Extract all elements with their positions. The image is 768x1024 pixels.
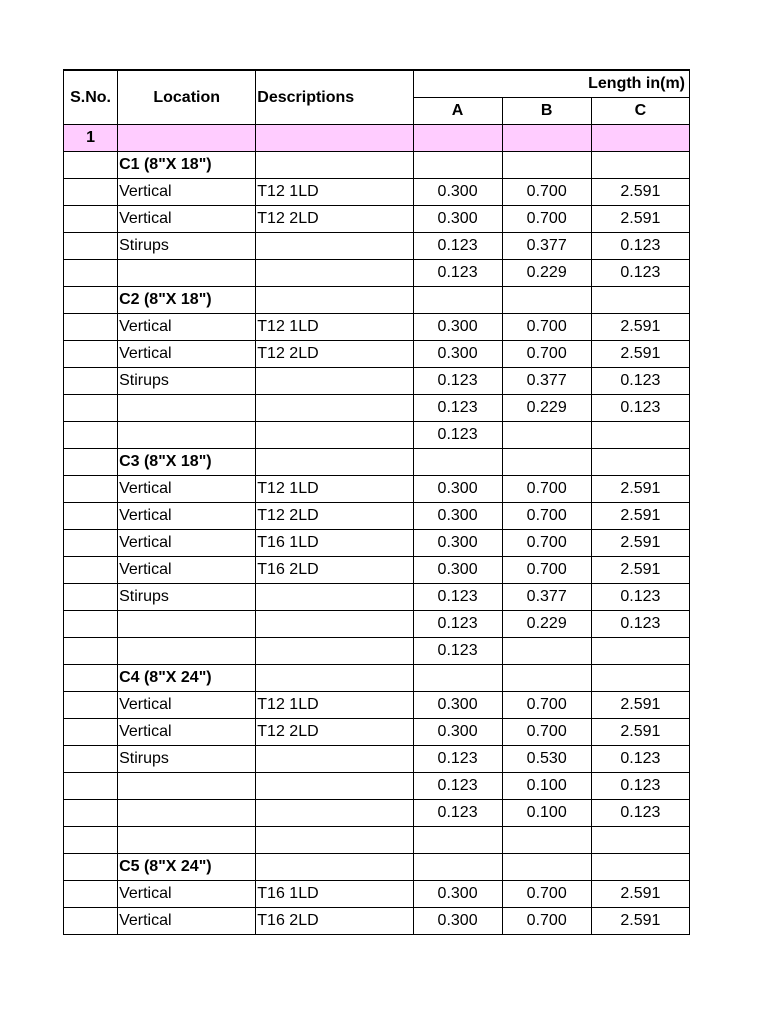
description-cell bbox=[256, 395, 413, 422]
length-b-cell: 0.100 bbox=[502, 800, 591, 827]
table-row bbox=[64, 152, 690, 179]
table-row bbox=[64, 773, 690, 800]
length-b-cell: 0.700 bbox=[502, 908, 591, 935]
table-row bbox=[64, 233, 690, 260]
length-b-cell: 0.229 bbox=[502, 395, 591, 422]
table-row bbox=[64, 368, 690, 395]
table-row bbox=[64, 692, 690, 719]
length-b-cell bbox=[502, 422, 591, 449]
description-cell: T16 2LD bbox=[256, 908, 413, 935]
sno-cell bbox=[64, 179, 118, 206]
header-length: Length in(m) bbox=[413, 70, 689, 98]
length-c-cell bbox=[591, 449, 689, 476]
location-cell: Stirups bbox=[118, 233, 256, 260]
sno-cell bbox=[64, 692, 118, 719]
description-cell: T12 2LD bbox=[256, 341, 413, 368]
length-a-cell: 0.300 bbox=[413, 179, 502, 206]
length-a-cell: 0.123 bbox=[413, 773, 502, 800]
length-b-cell: 0.377 bbox=[502, 368, 591, 395]
length-b-cell: 0.229 bbox=[502, 260, 591, 287]
section-cell bbox=[118, 125, 256, 152]
length-b-cell: 0.700 bbox=[502, 557, 591, 584]
length-b-cell: 0.700 bbox=[502, 881, 591, 908]
description-cell bbox=[256, 773, 413, 800]
length-c-cell: 2.591 bbox=[591, 719, 689, 746]
table-row bbox=[64, 260, 690, 287]
length-c-cell: 2.591 bbox=[591, 476, 689, 503]
location-cell: C5 (8"X 24") bbox=[118, 854, 256, 881]
length-b-cell: 0.530 bbox=[502, 746, 591, 773]
sno-cell bbox=[64, 719, 118, 746]
length-a-cell: 0.123 bbox=[413, 800, 502, 827]
sno-cell bbox=[64, 746, 118, 773]
length-a-cell: 0.300 bbox=[413, 314, 502, 341]
header-descriptions: Descriptions bbox=[256, 70, 413, 125]
table-row bbox=[64, 179, 690, 206]
section-cell bbox=[413, 125, 502, 152]
table-row bbox=[64, 908, 690, 935]
sno-cell bbox=[64, 638, 118, 665]
description-cell bbox=[256, 665, 413, 692]
table-row bbox=[64, 314, 690, 341]
description-cell bbox=[256, 449, 413, 476]
length-a-cell bbox=[413, 854, 502, 881]
length-c-cell bbox=[591, 665, 689, 692]
location-cell bbox=[118, 395, 256, 422]
length-a-cell bbox=[413, 665, 502, 692]
length-a-cell: 0.300 bbox=[413, 206, 502, 233]
location-cell: Vertical bbox=[118, 530, 256, 557]
length-b-cell bbox=[502, 287, 591, 314]
location-cell bbox=[118, 827, 256, 854]
location-cell bbox=[118, 773, 256, 800]
length-a-cell: 0.300 bbox=[413, 881, 502, 908]
length-b-cell: 0.100 bbox=[502, 773, 591, 800]
length-b-cell bbox=[502, 665, 591, 692]
length-b-cell: 0.229 bbox=[502, 611, 591, 638]
sno-cell bbox=[64, 395, 118, 422]
location-cell: Vertical bbox=[118, 476, 256, 503]
length-c-cell bbox=[591, 827, 689, 854]
location-cell: Vertical bbox=[118, 206, 256, 233]
section-number: 1 bbox=[64, 125, 118, 152]
length-c-cell: 0.123 bbox=[591, 584, 689, 611]
length-c-cell: 0.123 bbox=[591, 800, 689, 827]
length-a-cell: 0.123 bbox=[413, 422, 502, 449]
length-c-cell: 0.123 bbox=[591, 368, 689, 395]
location-cell bbox=[118, 638, 256, 665]
description-cell bbox=[256, 827, 413, 854]
location-cell: Stirups bbox=[118, 584, 256, 611]
length-b-cell: 0.700 bbox=[502, 179, 591, 206]
header-location: Location bbox=[118, 70, 256, 125]
length-c-cell: 2.591 bbox=[591, 503, 689, 530]
sno-cell bbox=[64, 503, 118, 530]
header-sno: S.No. bbox=[64, 70, 118, 125]
location-cell: C4 (8"X 24") bbox=[118, 665, 256, 692]
table-row bbox=[64, 530, 690, 557]
length-a-cell bbox=[413, 152, 502, 179]
location-cell bbox=[118, 611, 256, 638]
length-b-cell: 0.700 bbox=[502, 719, 591, 746]
length-c-cell: 0.123 bbox=[591, 746, 689, 773]
section-row bbox=[64, 125, 690, 152]
table-row bbox=[64, 854, 690, 881]
section-cell bbox=[591, 125, 689, 152]
length-b-cell: 0.700 bbox=[502, 530, 591, 557]
length-c-cell bbox=[591, 854, 689, 881]
sno-cell bbox=[64, 773, 118, 800]
table-row bbox=[64, 287, 690, 314]
length-c-cell: 2.591 bbox=[591, 530, 689, 557]
length-c-cell: 2.591 bbox=[591, 692, 689, 719]
sno-cell bbox=[64, 476, 118, 503]
sno-cell bbox=[64, 557, 118, 584]
description-cell bbox=[256, 854, 413, 881]
sno-cell bbox=[64, 665, 118, 692]
length-a-cell: 0.123 bbox=[413, 746, 502, 773]
description-cell: T12 1LD bbox=[256, 179, 413, 206]
description-cell bbox=[256, 233, 413, 260]
length-b-cell: 0.700 bbox=[502, 692, 591, 719]
description-cell bbox=[256, 800, 413, 827]
location-cell: C1 (8"X 18") bbox=[118, 152, 256, 179]
sno-cell bbox=[64, 800, 118, 827]
table-row bbox=[64, 557, 690, 584]
header-col-a: A bbox=[413, 98, 502, 125]
sno-cell bbox=[64, 233, 118, 260]
length-b-cell bbox=[502, 449, 591, 476]
sno-cell bbox=[64, 341, 118, 368]
sno-cell bbox=[64, 449, 118, 476]
sno-cell bbox=[64, 260, 118, 287]
sno-cell bbox=[64, 152, 118, 179]
length-c-cell bbox=[591, 638, 689, 665]
description-cell: T16 2LD bbox=[256, 557, 413, 584]
header-col-b: B bbox=[502, 98, 591, 125]
location-cell: Vertical bbox=[118, 692, 256, 719]
table-row bbox=[64, 206, 690, 233]
length-b-cell: 0.700 bbox=[502, 341, 591, 368]
table-row bbox=[64, 800, 690, 827]
section-cell bbox=[502, 125, 591, 152]
sno-cell bbox=[64, 854, 118, 881]
length-b-cell: 0.377 bbox=[502, 233, 591, 260]
table-row bbox=[64, 476, 690, 503]
length-b-cell bbox=[502, 638, 591, 665]
length-a-cell bbox=[413, 827, 502, 854]
description-cell bbox=[256, 611, 413, 638]
location-cell: Vertical bbox=[118, 503, 256, 530]
location-cell: Stirups bbox=[118, 746, 256, 773]
table-row bbox=[64, 449, 690, 476]
rebar-length-table bbox=[63, 69, 690, 935]
length-c-cell: 0.123 bbox=[591, 233, 689, 260]
length-c-cell: 0.123 bbox=[591, 773, 689, 800]
location-cell bbox=[118, 800, 256, 827]
table-row bbox=[64, 503, 690, 530]
spreadsheet bbox=[63, 69, 690, 935]
length-c-cell: 2.591 bbox=[591, 557, 689, 584]
length-c-cell: 2.591 bbox=[591, 881, 689, 908]
length-a-cell: 0.123 bbox=[413, 638, 502, 665]
description-cell bbox=[256, 260, 413, 287]
location-cell: C2 (8"X 18") bbox=[118, 287, 256, 314]
table-row bbox=[64, 611, 690, 638]
location-cell: C3 (8"X 18") bbox=[118, 449, 256, 476]
length-c-cell bbox=[591, 422, 689, 449]
location-cell bbox=[118, 422, 256, 449]
length-c-cell: 2.591 bbox=[591, 206, 689, 233]
length-a-cell bbox=[413, 449, 502, 476]
length-b-cell: 0.700 bbox=[502, 314, 591, 341]
length-a-cell: 0.300 bbox=[413, 692, 502, 719]
length-a-cell: 0.300 bbox=[413, 476, 502, 503]
length-a-cell: 0.300 bbox=[413, 530, 502, 557]
length-a-cell: 0.300 bbox=[413, 341, 502, 368]
sno-cell bbox=[64, 530, 118, 557]
length-b-cell: 0.700 bbox=[502, 503, 591, 530]
sno-cell bbox=[64, 314, 118, 341]
location-cell: Vertical bbox=[118, 719, 256, 746]
description-cell: T12 1LD bbox=[256, 692, 413, 719]
length-a-cell bbox=[413, 287, 502, 314]
table-row bbox=[64, 395, 690, 422]
table-row bbox=[64, 341, 690, 368]
table-row bbox=[64, 746, 690, 773]
sno-cell bbox=[64, 287, 118, 314]
table-row bbox=[64, 638, 690, 665]
table-row bbox=[64, 665, 690, 692]
location-cell: Stirups bbox=[118, 368, 256, 395]
length-a-cell: 0.123 bbox=[413, 260, 502, 287]
location-cell bbox=[118, 260, 256, 287]
length-a-cell: 0.300 bbox=[413, 557, 502, 584]
description-cell bbox=[256, 638, 413, 665]
sno-cell bbox=[64, 584, 118, 611]
header-col-c: C bbox=[591, 98, 689, 125]
location-cell: Vertical bbox=[118, 341, 256, 368]
description-cell: T12 2LD bbox=[256, 206, 413, 233]
length-c-cell: 2.591 bbox=[591, 314, 689, 341]
length-b-cell bbox=[502, 827, 591, 854]
sno-cell bbox=[64, 827, 118, 854]
location-cell: Vertical bbox=[118, 908, 256, 935]
length-c-cell: 0.123 bbox=[591, 260, 689, 287]
sno-cell bbox=[64, 611, 118, 638]
length-c-cell: 0.123 bbox=[591, 611, 689, 638]
description-cell bbox=[256, 152, 413, 179]
sno-cell bbox=[64, 368, 118, 395]
description-cell: T12 1LD bbox=[256, 476, 413, 503]
location-cell: Vertical bbox=[118, 881, 256, 908]
description-cell bbox=[256, 287, 413, 314]
section-cell bbox=[256, 125, 413, 152]
description-cell: T12 1LD bbox=[256, 314, 413, 341]
length-a-cell: 0.123 bbox=[413, 233, 502, 260]
length-a-cell: 0.300 bbox=[413, 503, 502, 530]
description-cell bbox=[256, 584, 413, 611]
length-a-cell: 0.123 bbox=[413, 395, 502, 422]
length-b-cell: 0.700 bbox=[502, 206, 591, 233]
sno-cell bbox=[64, 206, 118, 233]
description-cell: T12 2LD bbox=[256, 503, 413, 530]
length-c-cell bbox=[591, 287, 689, 314]
length-a-cell: 0.123 bbox=[413, 584, 502, 611]
sno-cell bbox=[64, 422, 118, 449]
length-c-cell: 0.123 bbox=[591, 395, 689, 422]
length-b-cell bbox=[502, 854, 591, 881]
length-b-cell: 0.700 bbox=[502, 476, 591, 503]
length-c-cell: 2.591 bbox=[591, 341, 689, 368]
length-a-cell: 0.300 bbox=[413, 719, 502, 746]
description-cell: T16 1LD bbox=[256, 881, 413, 908]
length-a-cell: 0.123 bbox=[413, 611, 502, 638]
length-c-cell: 2.591 bbox=[591, 908, 689, 935]
length-b-cell: 0.377 bbox=[502, 584, 591, 611]
location-cell: Vertical bbox=[118, 314, 256, 341]
table-row bbox=[64, 422, 690, 449]
sno-cell bbox=[64, 908, 118, 935]
table-row bbox=[64, 719, 690, 746]
length-c-cell bbox=[591, 152, 689, 179]
table-row bbox=[64, 881, 690, 908]
description-cell: T16 1LD bbox=[256, 530, 413, 557]
table-row bbox=[64, 584, 690, 611]
description-cell bbox=[256, 422, 413, 449]
location-cell: Vertical bbox=[118, 557, 256, 584]
description-cell bbox=[256, 746, 413, 773]
length-a-cell: 0.123 bbox=[413, 368, 502, 395]
length-b-cell bbox=[502, 152, 591, 179]
table-row bbox=[64, 827, 690, 854]
description-cell: T12 2LD bbox=[256, 719, 413, 746]
location-cell: Vertical bbox=[118, 179, 256, 206]
description-cell bbox=[256, 368, 413, 395]
sno-cell bbox=[64, 881, 118, 908]
length-c-cell: 2.591 bbox=[591, 179, 689, 206]
length-a-cell: 0.300 bbox=[413, 908, 502, 935]
